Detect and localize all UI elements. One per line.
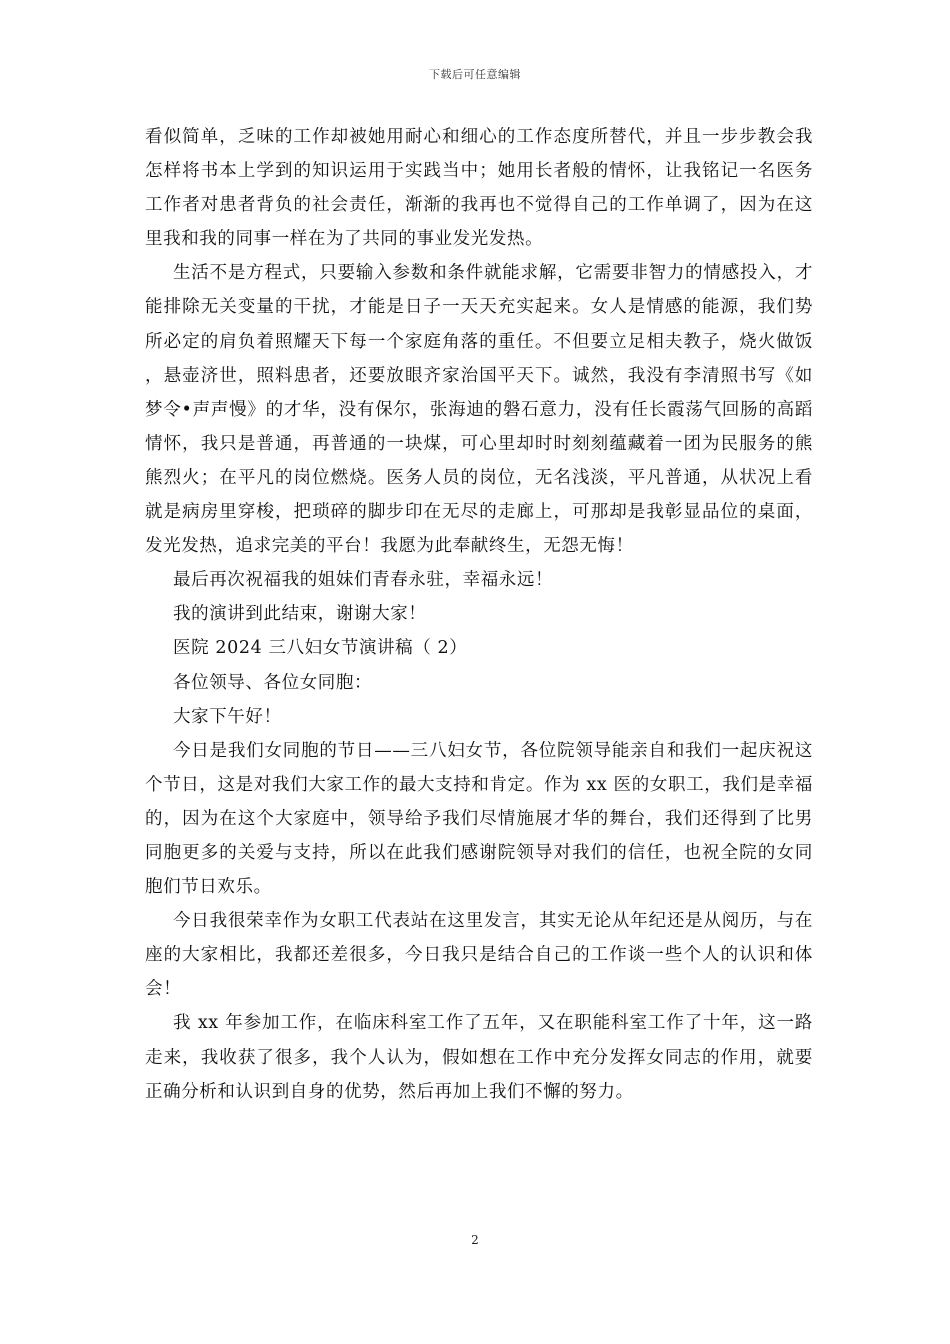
paragraph-career: 我 xx 年参加工作，在临床科室工作了五年，又在职能科室工作了十年，这一路走来，我收获了很多，我个人认为，假如想在工作中充分发挥女同志的作用，就要正确分析和认识到自身的优势，然后再加上我们不懈的努力。 [145, 1013, 813, 1102]
paragraph-honor: 今日我很荣幸作为女职工代表站在这里发言，其实无论从年纪还是从阅历，与在座的大家相比，我都还差很多，今日我只是结合自己的工作谈一些个人的认识和体会！ [145, 911, 813, 1000]
greeting: 大家下午好！ [173, 706, 282, 727]
page-number: 2 [471, 1233, 479, 1247]
paragraph-festival: 今日是我们女同胞的节日——三八妇女节，各位院领导能亲自和我们一起庆祝这个节日，这是对我们大家工作的最大支持和肯定。作为 xx 医的女职工，我们是幸福的，因为在这个大家庭中，领导给予我们尽情施展才华的舞台，我们还得到了比男同胞更多的关爱与支持，所以在此我们感谢院领导对我们的信任，也祝全院的女同胞们节日欢乐。 [145, 740, 813, 898]
paragraph-blessing: 最后再次祝福我的姐妹们青春永驻，幸福永远！ [173, 570, 554, 591]
speech-title: 医院 2024 三八妇女节演讲稿（ 2） [173, 638, 468, 659]
paragraph-life: 生活不是方程式，只要输入参数和条件就能求解，它需要非智力的情感投入，才能排除无关变量的干扰，才能是日子一天天充实起来。女人是情感的能源，我们势所必定的肩负着照耀天下每一个家庭角落的重任。不但要立足相夫教子，烧火做饭，悬壶济世，照料患者，还要放眼齐家治国平天下。诚然，我没有李清照书写《如梦令•声声慢》的才华，没有保尔，张海迪的磐石意力，没有任长霞荡气回肠的高蹈情怀，我只是普通，再普通的一块煤，可心里却时时刻刻蕴藏着一团为民服务的熊熊烈火；在平凡的岗位燃烧。医务人员的岗位，无名浅淡，平凡普通，从状况上看就是病房里穿梭，把琐碎的脚步印在无尽的走廊上，可那却是我彰显品位的桌面，发光发热，追求完美的平台！我愿为此奉献终生，无怨无悔！ [145, 263, 813, 557]
page-header: 下载后可任意编辑 [429, 68, 521, 81]
salutation: 各位领导、各位女同胞： [173, 672, 373, 693]
paragraph-closing: 我的演讲到此结束，谢谢大家！ [173, 604, 427, 625]
paragraph-continuation: 看似简单，乏味的工作却被她用耐心和细心的工作态度所替代，并且一步步教会我怎样将书本上学到的知识运用于实践当中；她用长者般的情怀，让我铭记一名医务工作者对患者背负的社会责任，渐渐的我再也不觉得自己的工作单调了，因为在这里我和我的同事一样在为了共同的事业发光发热。 [145, 127, 813, 250]
document-body [145, 120, 813, 1109]
